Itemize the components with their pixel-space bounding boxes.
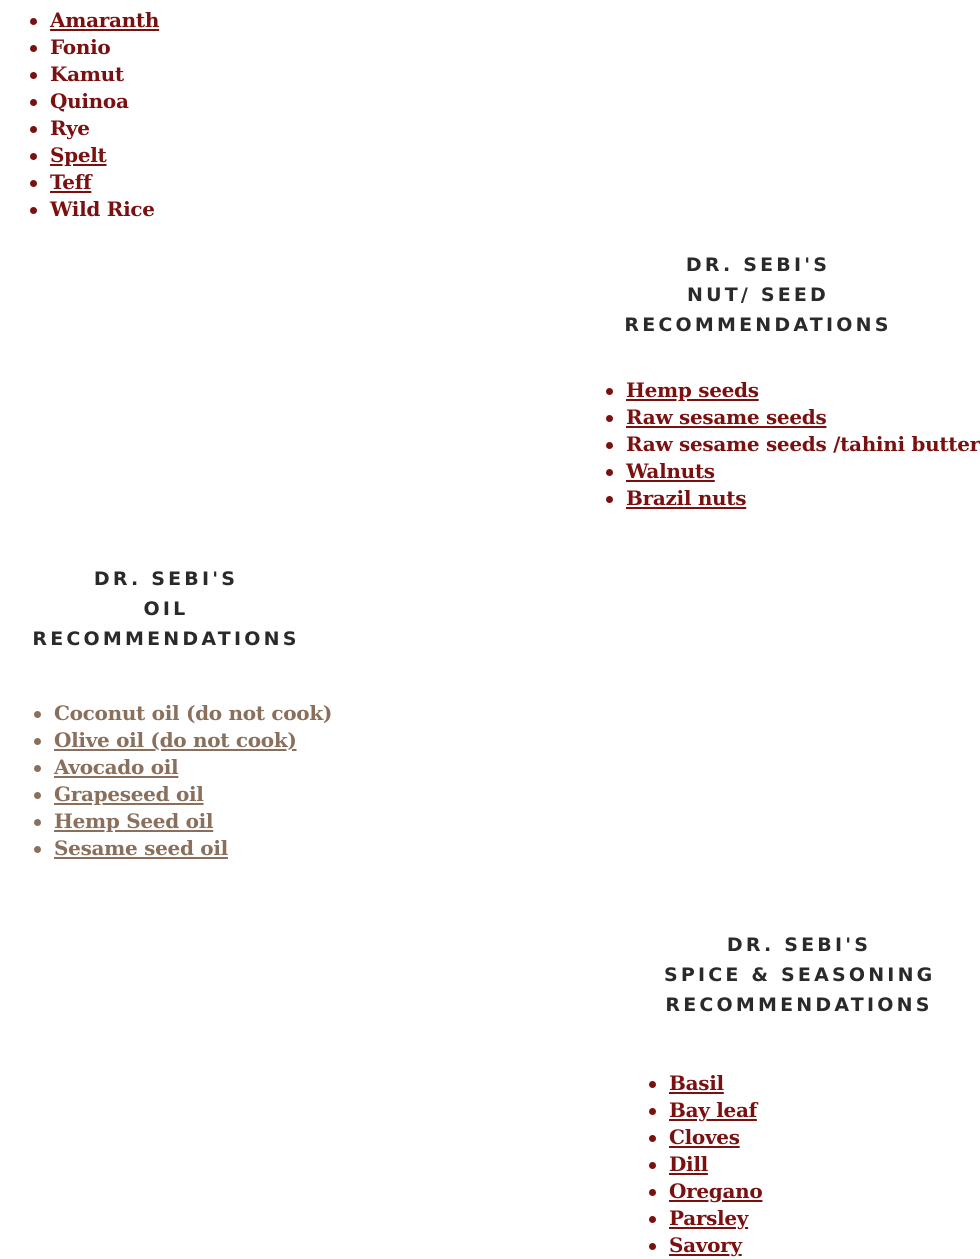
list-item: Kamut <box>50 61 159 88</box>
list-item[interactable]: Cloves <box>669 1124 762 1151</box>
heading-line: NUT/ SEED <box>686 284 830 306</box>
list-item[interactable]: Bay leaf <box>669 1097 762 1124</box>
heading-line: DR. SEBI'S <box>685 254 831 276</box>
heading-line: RECOMMENDATIONS <box>665 994 933 1016</box>
list-item[interactable]: Brazil nuts <box>626 485 980 512</box>
list-item: Quinoa <box>50 88 159 115</box>
list-item[interactable]: Dill <box>669 1151 762 1178</box>
list-item: Fonio <box>50 34 159 61</box>
list-item[interactable]: Amaranth <box>50 8 160 32</box>
list-item[interactable]: Savory <box>669 1232 762 1259</box>
heading-line: RECOMMENDATIONS <box>32 628 300 650</box>
nut-seed-list <box>626 377 980 512</box>
list-item[interactable]: Grapeseed oil <box>54 781 332 808</box>
list-item: Coconut oil (do not cook) <box>54 701 333 725</box>
list-item[interactable]: Teff <box>50 169 159 196</box>
list-item[interactable]: Spelt <box>50 142 159 169</box>
spice-heading <box>664 930 934 1020</box>
heading-line: DR. SEBI'S <box>726 934 872 956</box>
heading-line: DR. SEBI'S <box>93 568 239 590</box>
list-item: Raw sesame seeds /tahini butter <box>626 432 980 456</box>
list-item[interactable]: Basil <box>669 1070 762 1097</box>
nut-seed-heading <box>618 250 898 340</box>
list-item[interactable]: Olive oil (do not cook) <box>54 727 332 754</box>
oil-list <box>54 700 332 862</box>
list-item[interactable]: Walnuts <box>626 458 980 485</box>
list-item[interactable]: Hemp Seed oil <box>54 808 332 835</box>
heading-line: RECOMMENDATIONS <box>624 314 892 336</box>
oil-heading <box>26 564 306 654</box>
heading-line: OIL <box>143 598 189 620</box>
list-item: Rye <box>50 115 159 142</box>
spice-list <box>669 1070 762 1259</box>
list-item[interactable]: Parsley <box>669 1205 762 1232</box>
list-item[interactable]: Oregano <box>669 1179 763 1203</box>
list-item: Wild Rice <box>50 196 159 223</box>
list-item[interactable]: Raw sesame seeds <box>626 404 980 431</box>
grains-list <box>50 7 159 223</box>
list-item[interactable]: Sesame seed oil <box>54 835 332 862</box>
list-item[interactable]: Avocado oil <box>54 754 332 781</box>
list-item[interactable]: Hemp seeds <box>626 377 980 404</box>
heading-line: SPICE & SEASONING <box>664 964 936 986</box>
